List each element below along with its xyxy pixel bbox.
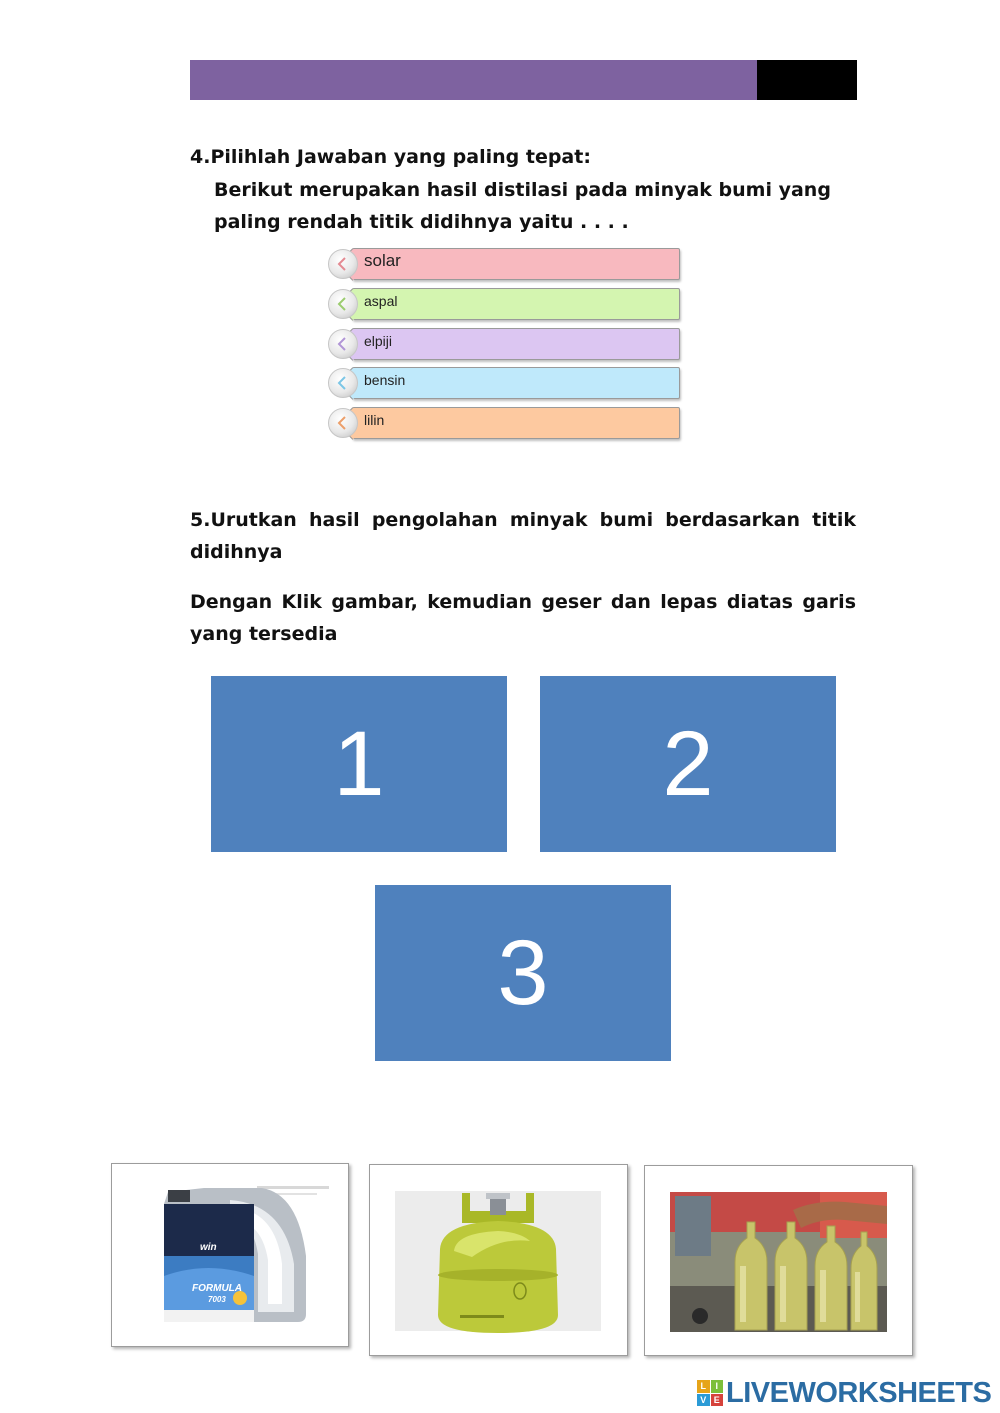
option-label: solar	[364, 251, 401, 270]
logo-letter: V	[697, 1394, 710, 1407]
radio-circle-icon[interactable]	[328, 249, 358, 279]
logo-letter: L	[697, 1380, 710, 1393]
option-solar[interactable]	[328, 247, 680, 281]
product-line-2: 7003	[208, 1295, 226, 1304]
draggable-image-fuel[interactable]	[644, 1165, 913, 1356]
liveworksheets-logo-icon	[697, 1380, 723, 1406]
lpg-gas-cylinder-image	[370, 1165, 627, 1355]
logo-letter: E	[711, 1394, 724, 1407]
option-bar	[352, 328, 680, 360]
drop-target-1[interactable]	[211, 676, 507, 852]
option-label: elpiji	[364, 333, 393, 349]
header-bar-black	[757, 60, 857, 100]
option-bar	[352, 407, 680, 439]
radio-circle-icon[interactable]	[328, 289, 358, 319]
liveworksheets-logo	[697, 1376, 991, 1410]
product-line-1: FORMULA	[192, 1283, 242, 1294]
question-5-title: 5.Urutkan hasil pengolahan minyak bumi berdasarkan titik didihnya	[190, 509, 856, 563]
header-bar	[190, 60, 857, 100]
drop-target-2[interactable]	[540, 676, 836, 852]
drop-target-number: 3	[497, 921, 549, 1024]
radio-circle-icon[interactable]	[328, 408, 358, 438]
option-lilin[interactable]	[328, 406, 680, 440]
question-4-title: 4.Pilihlah Jawaban yang paling tepat:	[190, 146, 591, 168]
radio-circle-icon[interactable]	[328, 368, 358, 398]
option-bensin[interactable]	[328, 366, 680, 400]
option-label: aspal	[364, 293, 398, 309]
header-bar-purple	[190, 60, 757, 100]
option-label: bensin	[364, 372, 406, 388]
brand-label: win	[200, 1242, 217, 1253]
oil-jerrycan-image	[112, 1164, 348, 1346]
radio-circle-icon[interactable]	[328, 329, 358, 359]
question-5-instruction: Dengan Klik gambar, kemudian geser dan lepas diatas garis yang tersedia	[190, 591, 856, 645]
option-aspal[interactable]	[328, 287, 680, 321]
drop-target-number: 1	[333, 712, 385, 815]
draggable-image-oil[interactable]	[111, 1163, 349, 1347]
option-bar	[352, 248, 680, 280]
option-bar	[352, 288, 680, 320]
logo-letter: I	[711, 1380, 724, 1393]
drop-target-number: 2	[662, 712, 714, 815]
drop-target-3[interactable]	[375, 885, 671, 1061]
liveworksheets-logo-text: LIVEWORKSHEETS	[726, 1376, 992, 1409]
option-elpiji[interactable]	[328, 327, 680, 361]
option-label: lilin	[364, 412, 385, 428]
draggable-image-lpg[interactable]	[369, 1164, 628, 1356]
fuel-bottles-image	[645, 1166, 912, 1355]
question-4-body: Berikut merupakan hasil distilasi pada minyak bumi yang paling rendah titik didihnya yaitu . . . .	[214, 179, 831, 233]
